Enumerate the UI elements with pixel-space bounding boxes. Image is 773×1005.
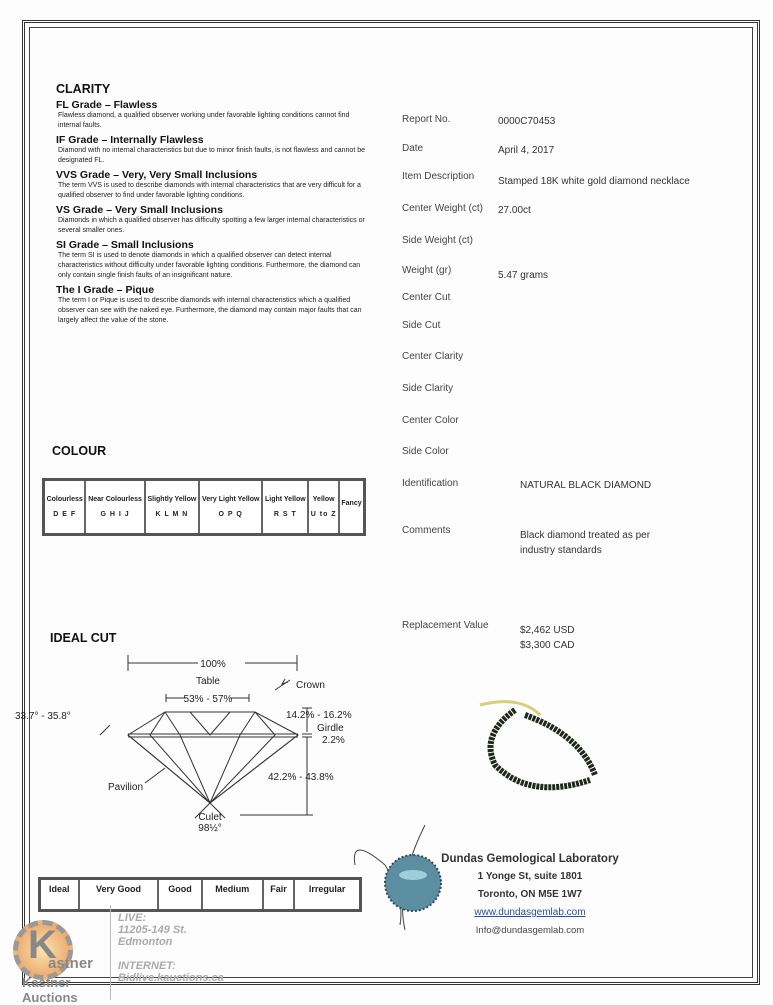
- colour-grade-code: G H I J: [100, 511, 130, 518]
- field-label: Center Weight (ct): [402, 203, 483, 214]
- colour-grade-name: Fancy: [341, 499, 362, 507]
- field-value: [498, 143, 554, 158]
- field-value: [520, 528, 670, 558]
- crown-pct-label: 14.2% - 16.2%: [286, 710, 352, 721]
- crown-angle-label: 33.7° - 35.8°: [15, 711, 71, 722]
- field-value-text-2: $3,300 CAD: [520, 640, 575, 651]
- culet-angle-label: 98½°: [198, 823, 222, 834]
- field-label: Side Cut: [402, 320, 441, 331]
- colour-grade-code: K L M N: [155, 511, 189, 518]
- field-label: Center Color: [402, 415, 459, 426]
- diamond-cut-diagram: [15, 650, 370, 835]
- colour-grade-cell: [85, 480, 144, 535]
- clarity-grade-heading: VVS Grade – Very, Very Small Inclusions: [56, 169, 258, 181]
- colour-grade-code: O P Q: [218, 511, 243, 518]
- field-label: Weight (gr): [402, 265, 452, 276]
- field-value-text: 0000C70453: [498, 116, 556, 127]
- internet-url: Bidlive.kauctions.ca: [118, 972, 224, 984]
- field-value-text: Stamped 18K white gold diamond necklace: [498, 176, 690, 187]
- cut-grade-cell: Irregular: [294, 879, 360, 911]
- colour-title: COLOUR: [52, 444, 107, 458]
- cut-grade-cell: Good: [158, 879, 201, 911]
- field-value-text: April 4, 2017: [498, 145, 555, 156]
- field-value-text: NATURAL BLACK DIAMOND: [520, 480, 652, 491]
- field-label: Report No.: [402, 114, 451, 125]
- colour-scale-table: [42, 478, 366, 536]
- girdle-pct-label: 2.2%: [322, 735, 345, 746]
- clarity-grade-description: The term SI is used to denote diamonds in which a qualified observer can detect internal characteristics without difficulty under favorable lighting conditions. Furthermore, the diamond can only contain single finish faults of an insignificant nature.: [58, 252, 361, 279]
- lab-address-2: Toronto, ON M5E 1W7: [477, 889, 583, 900]
- field-label: Side Color: [402, 446, 449, 457]
- kastner-brand: Kastner Auctions: [22, 975, 78, 1005]
- colour-grade-name: Light Yellow: [264, 496, 306, 503]
- field-label: Side Weight (ct): [402, 235, 473, 246]
- field-value-text: $2,462 USD: [520, 625, 575, 636]
- clarity-grade-heading: FL Grade – Flawless: [56, 99, 158, 111]
- cut-grade-cell: Fair: [263, 879, 294, 911]
- clarity-title: CLARITY: [56, 82, 111, 96]
- colour-grade-name: Very Light Yellow: [201, 496, 260, 503]
- colour-grade-name: Near Colourless: [88, 496, 142, 503]
- live-label: LIVE:: [118, 912, 147, 924]
- field-value-text: Black diamond treated as per industry standards: [520, 530, 651, 556]
- field-value: [498, 203, 531, 218]
- field-label: Date: [402, 143, 424, 154]
- culet-label: Culet: [198, 812, 222, 823]
- cut-grade-cell: Very Good: [79, 879, 159, 911]
- field-value: [520, 478, 651, 493]
- colour-grade-name: Slightly Yellow: [147, 496, 197, 503]
- field-label: Identification: [402, 478, 459, 489]
- field-value-text: 27.00ct: [498, 205, 531, 216]
- clarity-grade-description: Flawless diamond, a qualified observer working under favorable lighting conditions cannot find internal faults.: [58, 112, 350, 129]
- field-value: [520, 623, 574, 653]
- clarity-grade-description: Diamonds in which a qualified observer has difficulty spotting a few larger internal characteristics or several smaller ones.: [58, 217, 365, 234]
- field-label: Comments: [402, 525, 451, 536]
- crown-label: Crown: [296, 680, 325, 691]
- clarity-grade-heading: The I Grade – Pique: [56, 284, 155, 296]
- table-pct-label: 53% - 57%: [183, 694, 233, 705]
- field-label: Item Description: [402, 171, 475, 182]
- colour-grade-code: U to Z: [310, 511, 337, 518]
- field-value: [498, 114, 555, 129]
- internet-label: INTERNET:: [118, 960, 176, 972]
- colour-grade-cell: [308, 480, 339, 535]
- lab-address-1: 1 Yonge St, suite 1801: [477, 871, 583, 882]
- lab-name: Dundas Gemological Laboratory: [441, 853, 619, 865]
- cut-grade-cell: Ideal: [40, 879, 79, 911]
- colour-grade-cell: [199, 480, 262, 535]
- clarity-grade-heading: SI Grade – Small Inclusions: [56, 239, 194, 251]
- live-address-1: 11205-149 St.: [118, 924, 187, 936]
- field-label: Side Clarity: [402, 383, 454, 394]
- lab-website-link[interactable]: www.dundasgemlab.com: [474, 907, 586, 918]
- colour-grade-code: R S T: [273, 511, 297, 518]
- clarity-grade-heading: IF Grade – Internally Flawless: [56, 134, 204, 146]
- girdle-label: Girdle: [317, 723, 344, 734]
- width-label: 100%: [200, 659, 226, 670]
- table-label: Table: [196, 676, 220, 687]
- lab-email[interactable]: Info@dundasgemlab.com: [475, 925, 585, 936]
- field-label: Center Clarity: [402, 351, 464, 362]
- field-label: Center Cut: [402, 292, 451, 303]
- colour-grade-cell: [339, 480, 364, 535]
- ideal-cut-title: IDEAL CUT: [50, 631, 117, 645]
- kastner-logo: K astner Kastner Auctions: [8, 915, 108, 995]
- lab-info: [430, 850, 630, 940]
- colour-grade-code: D E F: [53, 511, 77, 518]
- field-value-text: 5.47 grams: [498, 270, 549, 281]
- colour-grade-cell: [145, 480, 199, 535]
- field-value: [498, 174, 690, 189]
- necklace-photo: [460, 695, 610, 805]
- watermark-contact: [118, 912, 224, 984]
- colour-grade-name: Yellow: [312, 496, 335, 503]
- clarity-section: [56, 82, 366, 326]
- field-value: [498, 268, 548, 283]
- colour-grade-name: Colourless: [46, 496, 83, 503]
- colour-grade-cell: [262, 480, 308, 535]
- clarity-grade-description: Diamond with no internal characteristics but due to minor finish faults, is not flawless and cannot be designated FL.: [58, 147, 365, 164]
- live-address-2: Edmonton: [118, 936, 173, 948]
- colour-grade-cell: [44, 480, 86, 535]
- clarity-grade-description: The term I or Pique is used to describe diamonds with internal characteristics which a qualified observer can see with the naked eye. Furthermore, the diamond may contain major faults that can largely affect the value of the stone.: [58, 297, 362, 324]
- pavilion-pct-label: 42.2% - 43.8%: [268, 772, 334, 783]
- cut-grade-cell: Medium: [202, 879, 263, 911]
- clarity-grade-description: The term VVS is used to describe diamonds with internal characteristics that are very difficult for a qualified observer to find under favorable lighting conditions.: [58, 182, 361, 199]
- cut-grade-table: [38, 877, 362, 912]
- pavilion-label: Pavilion: [108, 782, 144, 793]
- clarity-grade-heading: VS Grade – Very Small Inclusions: [56, 204, 223, 216]
- field-label: Replacement Value: [402, 620, 489, 631]
